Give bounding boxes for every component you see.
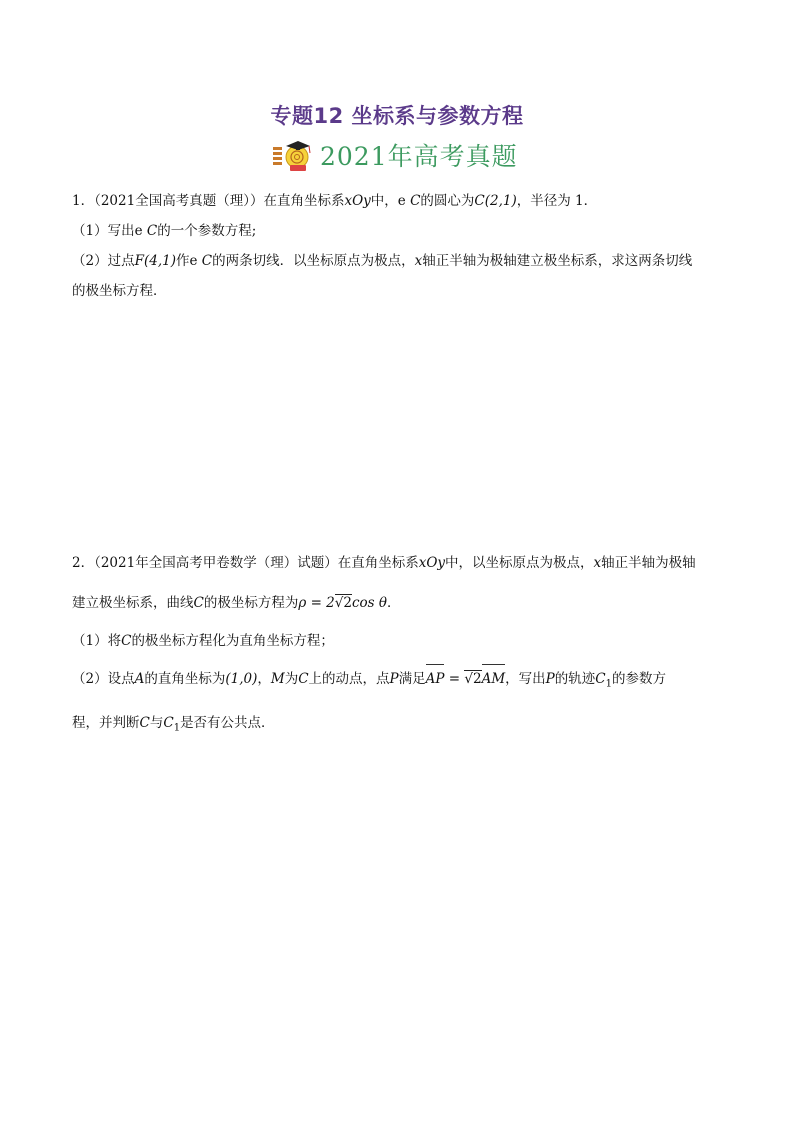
question-2-part-2-cont: 程，并判断C与$C_1$是否有公共点． [72, 714, 275, 734]
question-1-stem: 1．（2021全国高考真题（理））在直角坐标系xOy中，e C的圆心为C(2,1)，半径为 1． [72, 193, 598, 209]
question-1-part-1: （1）写出e C的一个参数方程; [72, 223, 257, 239]
sqrt-symbol-2: √2 [464, 671, 482, 687]
question-1 [72, 186, 732, 306]
vector-ap: AP [426, 666, 445, 692]
question-2-part-1: （1）将C的极坐标方程化为直角坐标方程； [72, 633, 334, 649]
question-2-part-2: （2）设点A的直角坐标为(1,0)，M为C上的动点，点P满足AP = √2AM，写出P的轨迹$C_1$的参数方 [72, 666, 732, 698]
sqrt-symbol: √2 [334, 595, 352, 611]
page-title: 专题12 坐标系与参数方程 [270, 104, 524, 128]
question-2 [72, 548, 732, 741]
banner-text: 2021年高考真题 [320, 142, 518, 171]
polar-equation: ρ = 2√2cos θ [298, 595, 388, 611]
section-banner [272, 137, 518, 173]
question-1-part-2-cont: 的极坐标方程． [72, 283, 167, 299]
question-2-stem: 2．（2021年全国高考甲卷数学（理）试题）在直角坐标系xOy中，以坐标原点为极点，x轴正半轴为极轴 [72, 555, 696, 571]
vector-am: AM [482, 666, 506, 692]
question-2-stem-cont: 建立极坐标系，曲线C的极坐标方程为ρ = 2√2cos θ． [72, 595, 401, 611]
question-1-part-2: （2）过点F(4,1)作e C的两条切线．以坐标原点为极点，x轴正半轴为极轴建立极坐标系，求这两条切线 [72, 253, 693, 269]
cartoon-mascot-icon [272, 137, 314, 173]
